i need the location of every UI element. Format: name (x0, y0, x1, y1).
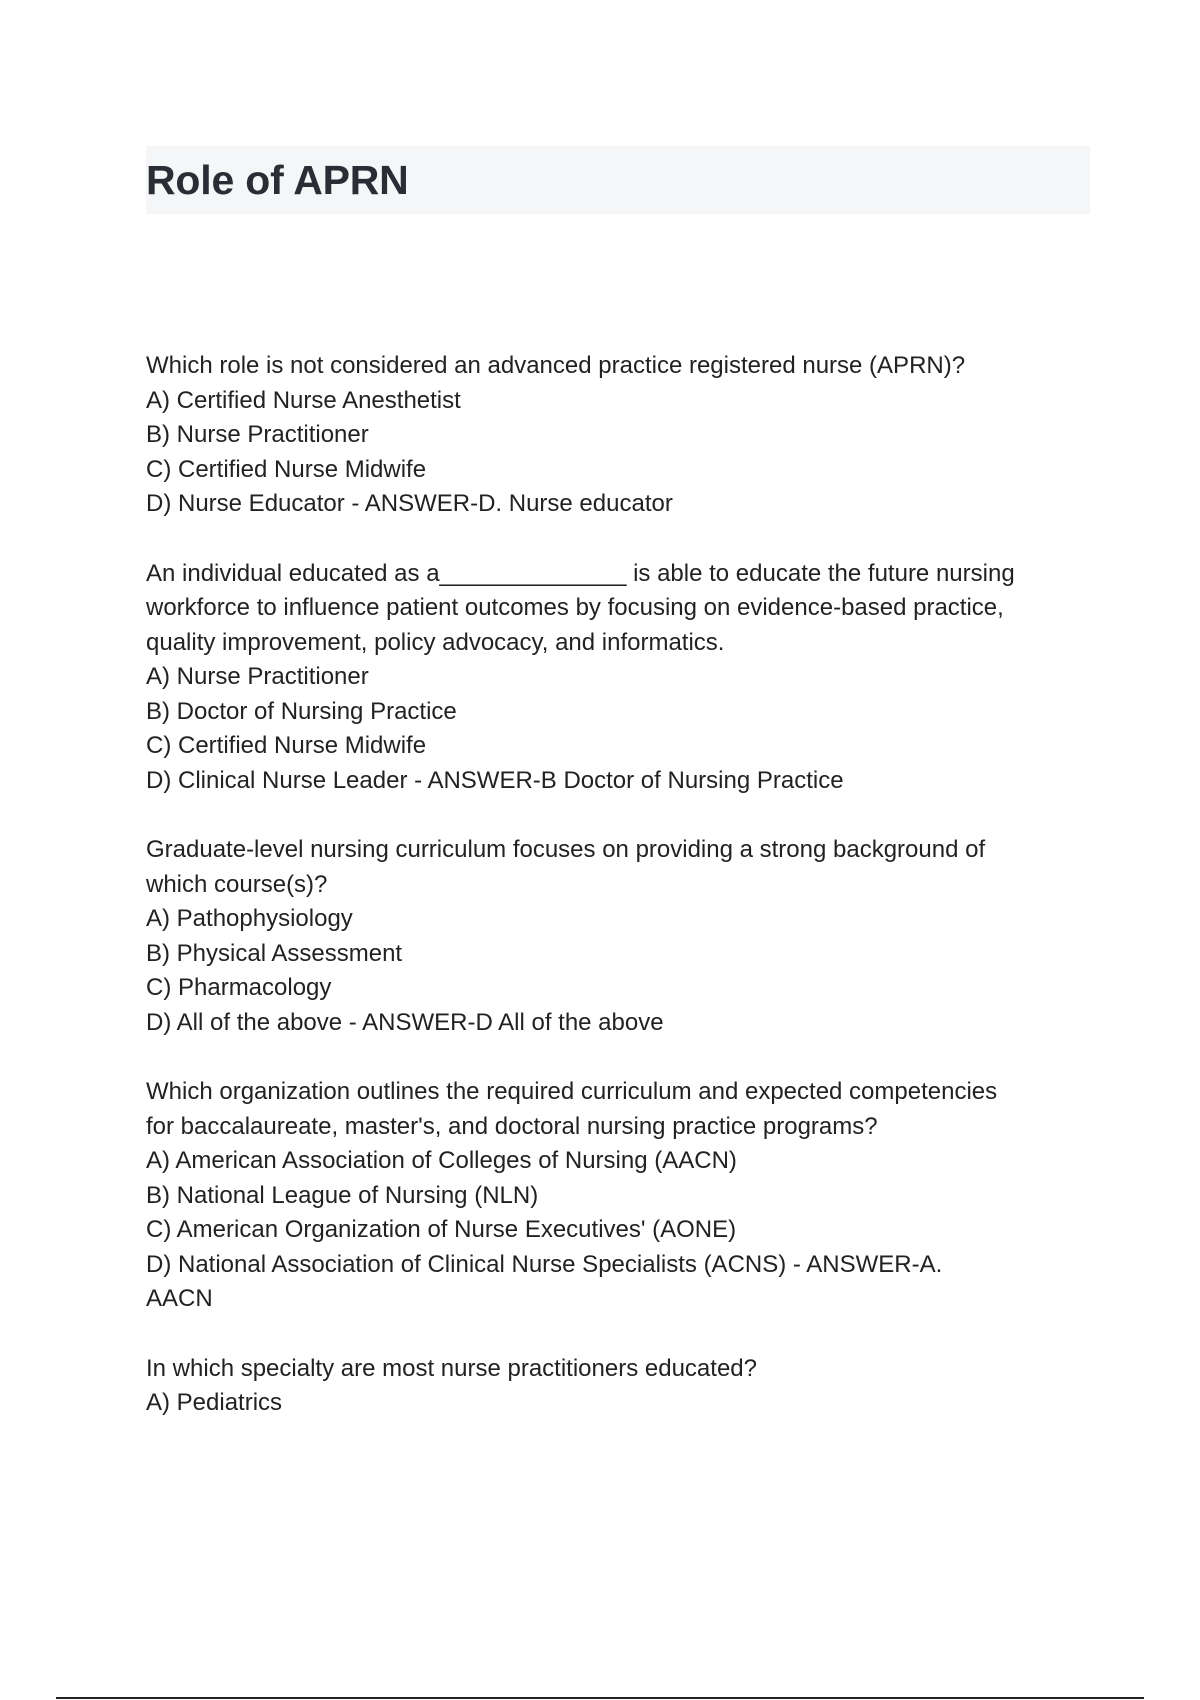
title-band (146, 146, 1090, 214)
question-list (146, 349, 1096, 1456)
question-line: workforce to influence patient outcomes by focusing on evidence-based practice, (146, 594, 1004, 621)
question-block (146, 557, 1096, 799)
answer-option: D) All of the above - ANSWER-D All of the above (146, 1008, 664, 1036)
answer-option: B) Nurse Practitioner (146, 421, 369, 448)
question-line: Which organization outlines the required curriculum and expected competencies (146, 1078, 998, 1105)
question-block (146, 1352, 1096, 1421)
question-line: Graduate-level nursing curriculum focuses on providing a strong background of (146, 836, 986, 863)
question-line: In which specialty are most nurse practitioners educated? (146, 1354, 757, 1382)
answer-option: A) Pediatrics (146, 1389, 283, 1416)
page-title: Role of APRN (146, 157, 409, 203)
question-line: which course(s)? (146, 870, 328, 898)
answer-option: C) American Organization of Nurse Executives' (AONE) (146, 1216, 737, 1243)
answer-option: A) Nurse Practitioner (146, 663, 369, 690)
answer-option: C) Certified Nurse Midwife (146, 455, 427, 483)
answer-option: B) National League of Nursing (NLN) (146, 1181, 539, 1209)
answer-option: D) National Association of Clinical Nurse Specialists (ACNS) - ANSWER-A. (146, 1250, 943, 1278)
answer-option: B) Physical Assessment (146, 939, 403, 967)
answer-option: B) Doctor of Nursing Practice (146, 697, 457, 725)
answer-option: A) American Association of Colleges of Nursing (AACN) (146, 1147, 737, 1174)
question-line: quality improvement, policy advocacy, and informatics. (146, 628, 725, 656)
answer-option: A) Certified Nurse Anesthetist (146, 386, 461, 414)
question-block (146, 1075, 1096, 1317)
question-block (146, 833, 1096, 1040)
question-line: for baccalaureate, master's, and doctoral nursing practice programs? (146, 1112, 878, 1140)
answer-option: C) Pharmacology (146, 974, 332, 1001)
answer-option: AACN (146, 1285, 213, 1312)
question-line: An individual educated as a______________ is able to educate the future nursing (146, 559, 1015, 587)
question-block (146, 349, 1096, 522)
question-line: Which role is not considered an advanced practice registered nurse (APRN)? (146, 352, 966, 379)
answer-option: D) Nurse Educator - ANSWER-D. Nurse educator (146, 490, 673, 517)
answer-option: A) Pathophysiology (146, 905, 353, 932)
answer-option: C) Certified Nurse Midwife (146, 732, 427, 759)
answer-option: D) Clinical Nurse Leader - ANSWER-B Doctor of Nursing Practice (146, 766, 844, 794)
page-bottom-rule (56, 1697, 1144, 1699)
